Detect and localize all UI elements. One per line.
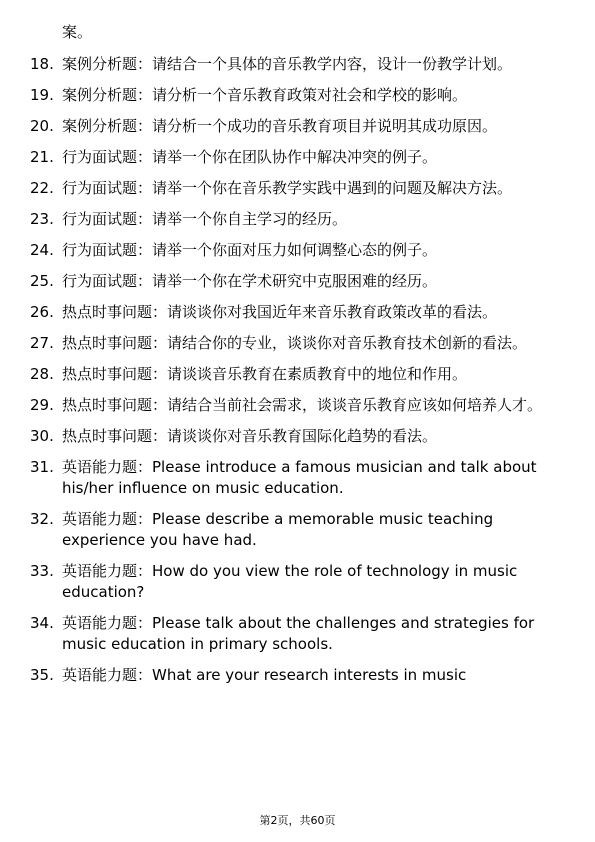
- question-text: 案例分析题：请分析一个成功的音乐教育项目并说明其成功原因。: [62, 117, 498, 135]
- question-text: 行为面试题：请举一个你在音乐教学实践中遇到的问题及解决方法。: [62, 179, 513, 197]
- question-item: [30, 271, 570, 292]
- question-item: [30, 509, 570, 551]
- question-item: [30, 54, 570, 75]
- question-item: [30, 178, 570, 199]
- question-number: 20.: [30, 117, 54, 135]
- question-text: 英语能力题：Please talk about the challenges and strategies for music education in primary schools.: [62, 614, 535, 653]
- question-item: [30, 240, 570, 261]
- question-number: 24.: [30, 241, 54, 259]
- question-item: [30, 613, 570, 655]
- question-item: [30, 116, 570, 137]
- question-item: [30, 85, 570, 106]
- question-number: 27.: [30, 334, 54, 352]
- question-number: 28.: [30, 365, 54, 383]
- question-list: [30, 54, 570, 696]
- question-item: [30, 333, 570, 354]
- question-item: [30, 209, 570, 230]
- question-text: 英语能力题：Please describe a memorable music teaching experience you have had.: [62, 510, 494, 549]
- question-number: 21.: [30, 148, 54, 166]
- question-item: [30, 302, 570, 323]
- question-text: 热点时事问题：请结合你的专业，谈谈你对音乐教育技术创新的看法。: [62, 334, 528, 352]
- question-item: [30, 147, 570, 168]
- question-text: 行为面试题：请举一个你在团队协作中解决冲突的例子。: [62, 148, 438, 166]
- question-number: 22.: [30, 179, 54, 197]
- question-text: 案例分析题：请分析一个音乐教育政策对社会和学校的影响。: [62, 86, 468, 104]
- question-number: 34.: [30, 614, 54, 632]
- question-number: 30.: [30, 427, 54, 445]
- question-item: [30, 665, 570, 686]
- question-item: [30, 364, 570, 385]
- page-footer: 第2页，共60页: [259, 814, 336, 827]
- question-number: 35.: [30, 666, 54, 684]
- question-item: [30, 426, 570, 447]
- question-number: 19.: [30, 86, 54, 104]
- question-text: 英语能力题：Please introduce a famous musician and talk about his/her influence on music education.: [62, 458, 537, 497]
- question-text: 热点时事问题：请谈谈你对音乐教育国际化趋势的看法。: [62, 427, 438, 445]
- question-text: 行为面试题：请举一个你自主学习的经历。: [62, 210, 348, 228]
- question-text: 行为面试题：请举一个你在学术研究中克服困难的经历。: [62, 272, 438, 290]
- question-text: 热点时事问题：请结合当前社会需求，谈谈音乐教育应该如何培养人才。: [62, 396, 543, 414]
- question-text: 热点时事问题：请谈谈音乐教育在素质教育中的地位和作用。: [62, 365, 468, 383]
- question-item: [30, 395, 570, 416]
- question-text: 英语能力题：How do you view the role of technology in music education?: [62, 562, 518, 601]
- question-number: 23.: [30, 210, 54, 228]
- question-number: 25.: [30, 272, 54, 290]
- question-text: 英语能力题：What are your research interests in music: [62, 666, 467, 684]
- question-number: 33.: [30, 562, 54, 580]
- question-number: 29.: [30, 396, 54, 414]
- question-number: 26.: [30, 303, 54, 321]
- question-text: 案例分析题：请结合一个具体的音乐教学内容，设计一份教学计划。: [62, 55, 513, 73]
- question-text: 行为面试题：请举一个你面对压力如何调整心态的例子。: [62, 241, 438, 259]
- question-number: 18.: [30, 55, 54, 73]
- continuation-text: 案。: [62, 23, 93, 41]
- question-item: [30, 457, 570, 499]
- question-text: 热点时事问题：请谈谈你对我国近年来音乐教育政策改革的看法。: [62, 303, 498, 321]
- question-number: 32.: [30, 510, 54, 528]
- question-number: 31.: [30, 458, 54, 476]
- question-item: [30, 561, 570, 603]
